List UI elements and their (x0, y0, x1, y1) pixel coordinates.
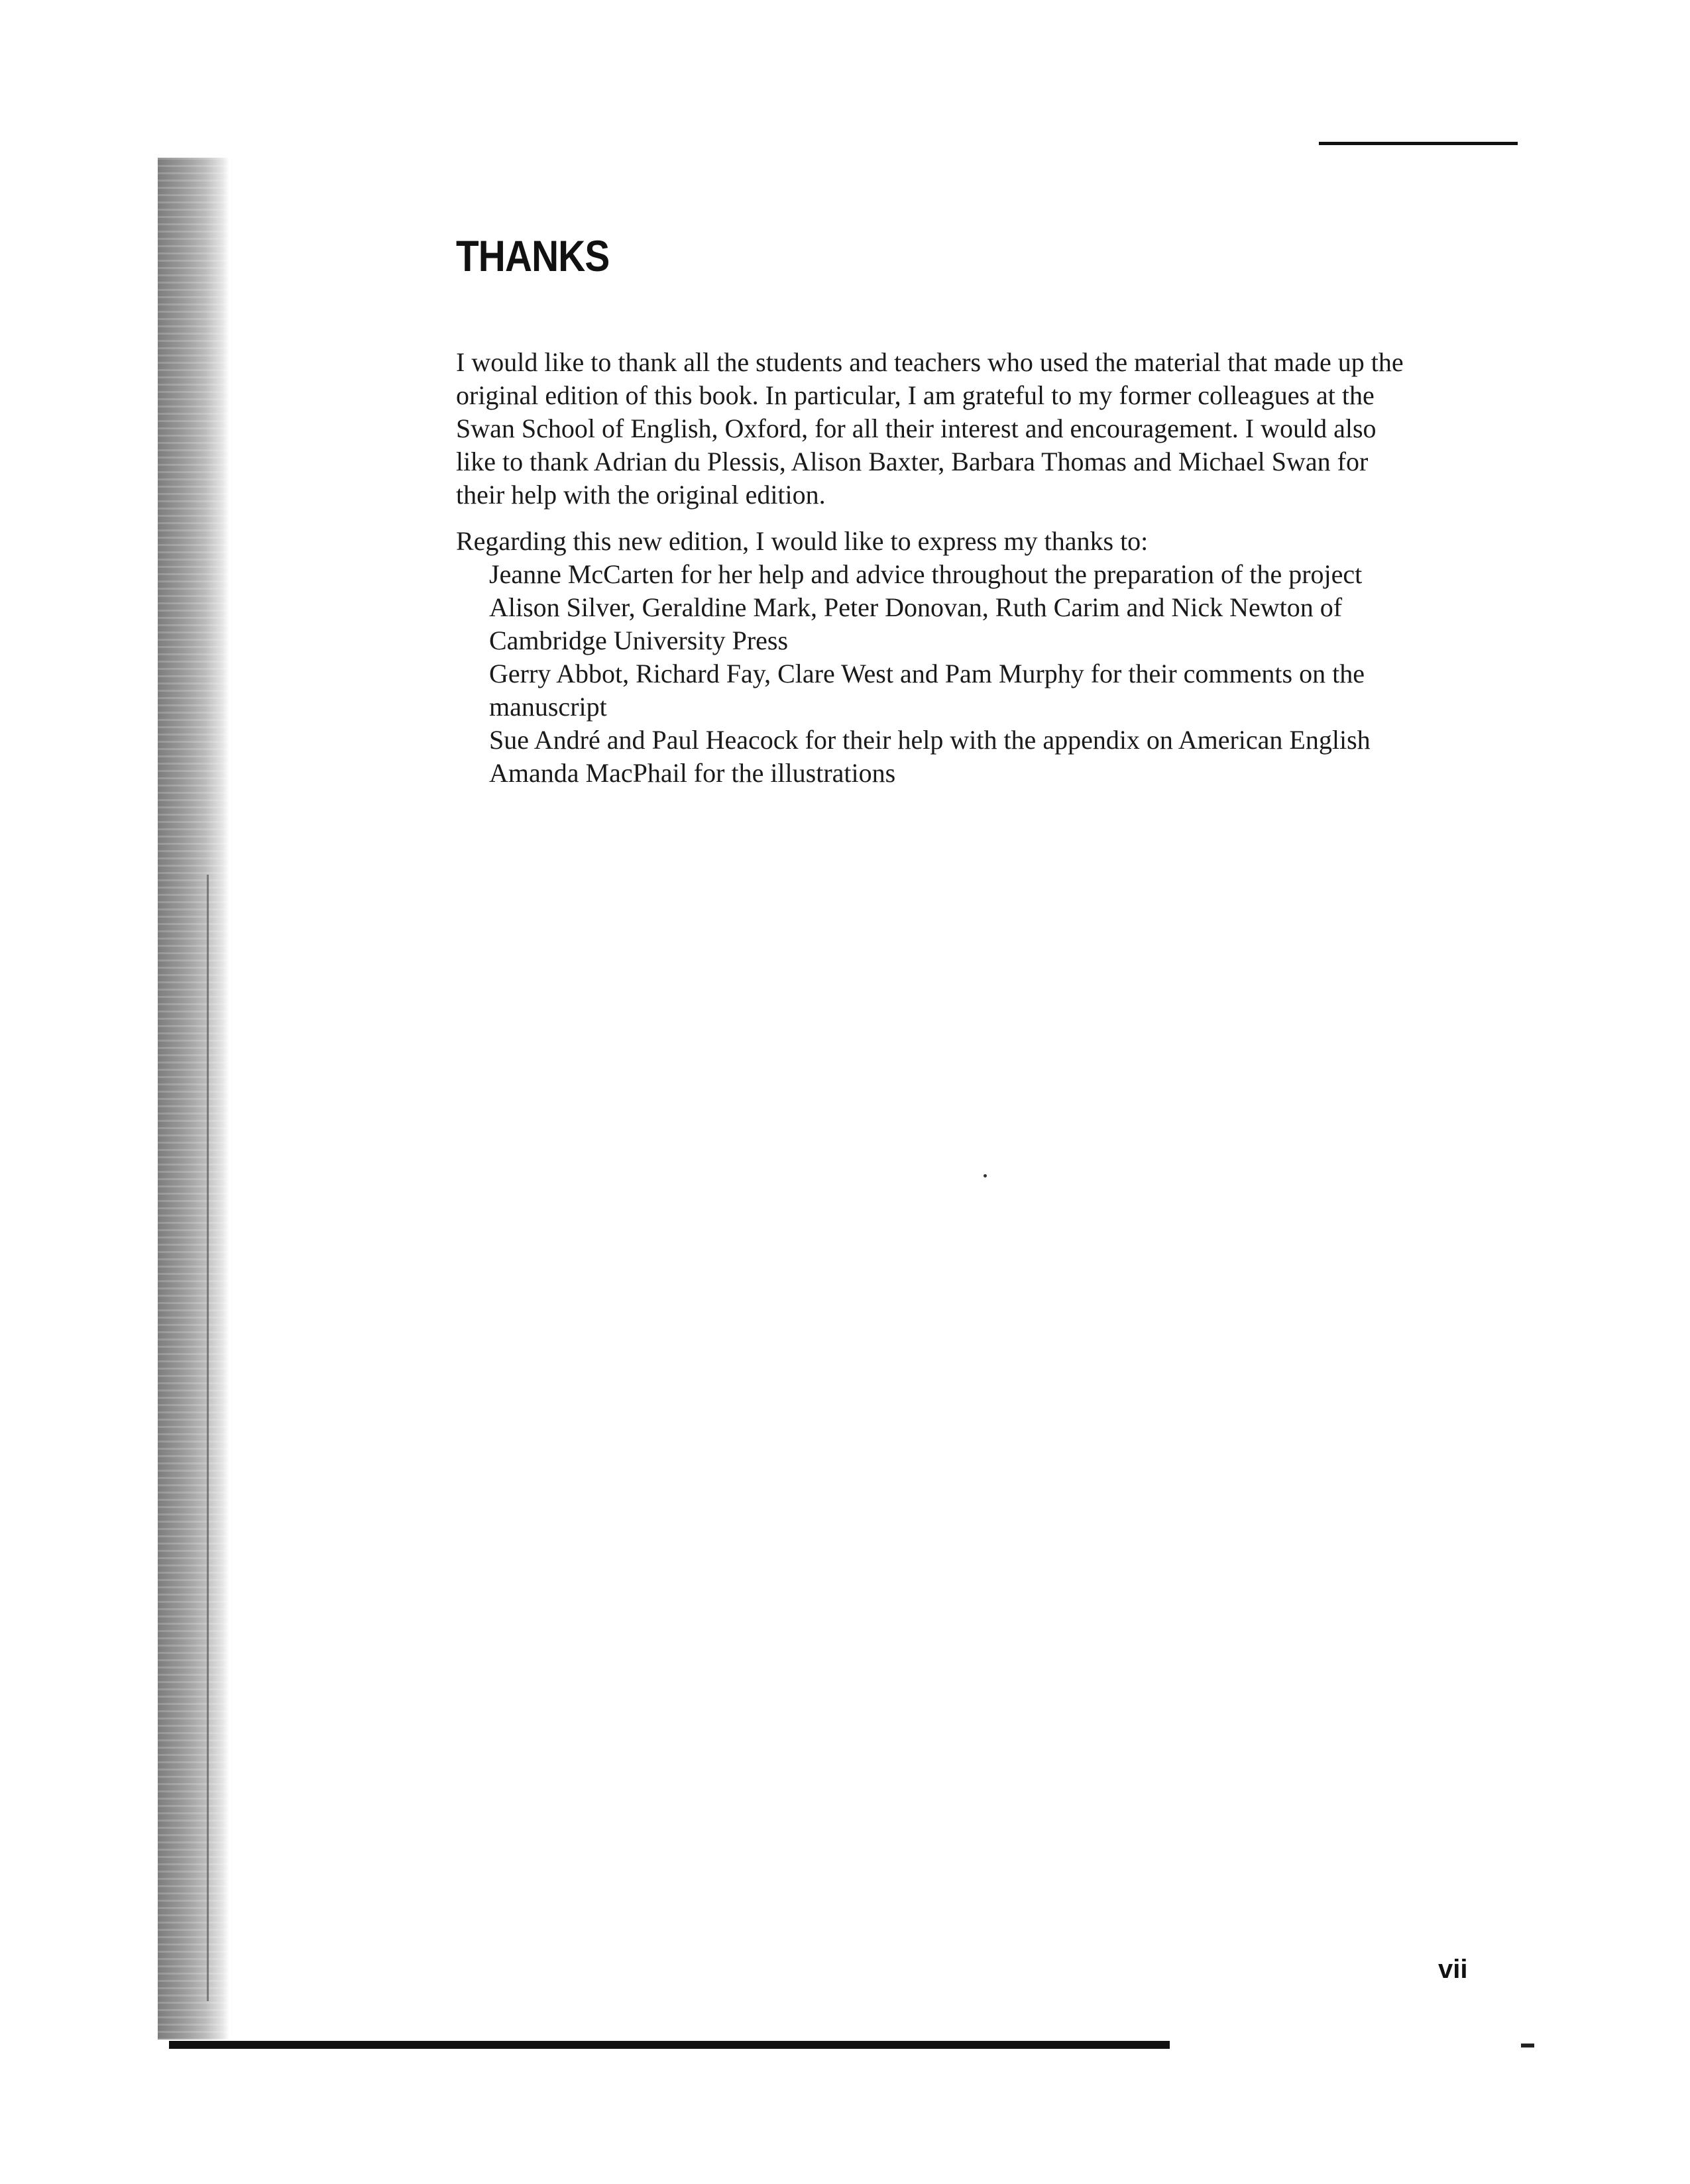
bottom-rule (169, 2041, 1170, 2049)
binding-edge-line (207, 875, 209, 2001)
page-number: vii (1438, 1955, 1468, 1984)
bottom-tick-mark (1521, 2044, 1534, 2048)
binding-shadow (158, 158, 229, 2040)
paragraph-original-edition: I would like to thank all the students and teachers who used the material that made up the original edition of this book. In particular, I am grateful to my former colleagues at the Swan School of English, Oxford, for all their interest and encouragement. I would also like to thank Adrian du Plessis, Alison Baxter, Barbara Thomas and Michael Swan for their help with the original edition. (456, 347, 1404, 510)
scan-speck (984, 1174, 987, 1177)
list-item: Amanda MacPhail for the illustrations (489, 758, 896, 788)
top-rule (1319, 142, 1518, 145)
page-title: THANKS (456, 231, 610, 280)
list-item: Gerry Abbot, Richard Fay, Clare West and Pam Murphy for their comments on the manuscript (489, 659, 1365, 722)
list-item: Alison Silver, Geraldine Mark, Peter Donovan, Ruth Carim and Nick Newton of Cambridge University Press (489, 592, 1343, 655)
thanks-list (456, 558, 1410, 790)
list-item: Sue André and Paul Heacock for their help with the appendix on American English (489, 725, 1371, 755)
list-item: Jeanne McCarten for her help and advice throughout the preparation of the project (489, 559, 1363, 589)
body-text (456, 346, 1410, 790)
paragraph-new-edition: Regarding this new edition, I would like to express my thanks to: (456, 526, 1149, 556)
